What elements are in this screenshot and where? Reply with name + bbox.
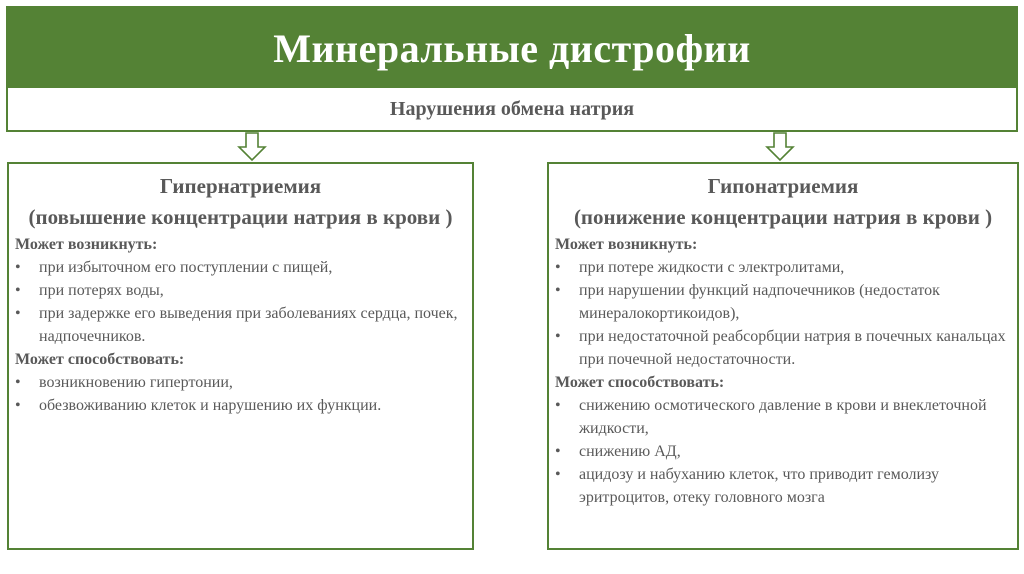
hyponatremia-title: Гипонатриемия [707, 174, 859, 198]
list-item: • снижению осмотического давление в крови и внеклеточной жидкости, [555, 394, 1009, 440]
list-item: • при задержке его выведения при заболеваниях сердца, почек, надпочечников. [15, 302, 464, 348]
right-can-occur-list [549, 256, 1017, 371]
left-can-occur-label: Может возникнуть: [15, 236, 158, 253]
bullet-icon: • [15, 282, 21, 299]
down-arrow-right-icon [765, 132, 795, 162]
down-arrow-left-icon [237, 132, 267, 162]
bullet-icon: • [555, 443, 561, 460]
hypernatremia-panel [7, 162, 474, 550]
hyponatremia-panel [547, 162, 1019, 550]
left-can-contribute-label: Может способствовать: [15, 351, 185, 368]
bullet-icon: • [15, 397, 21, 414]
list-item: • при недостаточной реабсорбции натрия в почечных канальцах при почечной недостаточности. [555, 325, 1009, 371]
bullet-icon: • [555, 282, 561, 299]
hypernatremia-heading [9, 171, 472, 233]
right-can-occur-label: Может возникнуть: [555, 236, 698, 253]
list-item: • возникновению гипертонии, [15, 371, 464, 394]
list-item: • ацидозу и набуханию клеток, что приводит гемолизу эритроцитов, отеку головного мозга [555, 463, 1009, 509]
page-title: Минеральные дистрофии [273, 25, 751, 71]
subtitle-box [6, 88, 1018, 132]
bullet-icon: • [15, 374, 21, 391]
right-can-contribute-list [549, 394, 1017, 509]
hyponatremia-heading [549, 171, 1017, 233]
bullet-icon: • [555, 328, 561, 345]
list-item: • снижению АД, [555, 440, 1009, 463]
hypernatremia-title: Гипернатриемия [159, 174, 322, 198]
bullet-icon: • [15, 259, 21, 276]
list-item: • при потере жидкости с электролитами, [555, 256, 1009, 279]
hypernatremia-definition: (повышение концентрации натрия в крови ) [28, 205, 453, 229]
list-item: • при потерях воды, [15, 279, 464, 302]
list-item: • при нарушении функций надпочечников (недостаток минералокортикоидов), [555, 279, 1009, 325]
list-item: • обезвоживанию клеток и нарушению их функции. [15, 394, 464, 417]
bullet-icon: • [555, 259, 561, 276]
title-bar [6, 6, 1018, 90]
bullet-icon: • [15, 305, 21, 322]
page-subtitle: Нарушения обмена натрия [389, 97, 635, 120]
bullet-icon: • [555, 397, 561, 414]
left-can-occur-list [9, 256, 472, 348]
bullet-icon: • [555, 466, 561, 483]
left-can-contribute-list [9, 371, 472, 417]
hyponatremia-definition: (понижение концентрации натрия в крови ) [573, 205, 993, 229]
list-item: • при избыточном его поступлении с пищей, [15, 256, 464, 279]
right-can-contribute-label: Может способствовать: [555, 374, 725, 391]
